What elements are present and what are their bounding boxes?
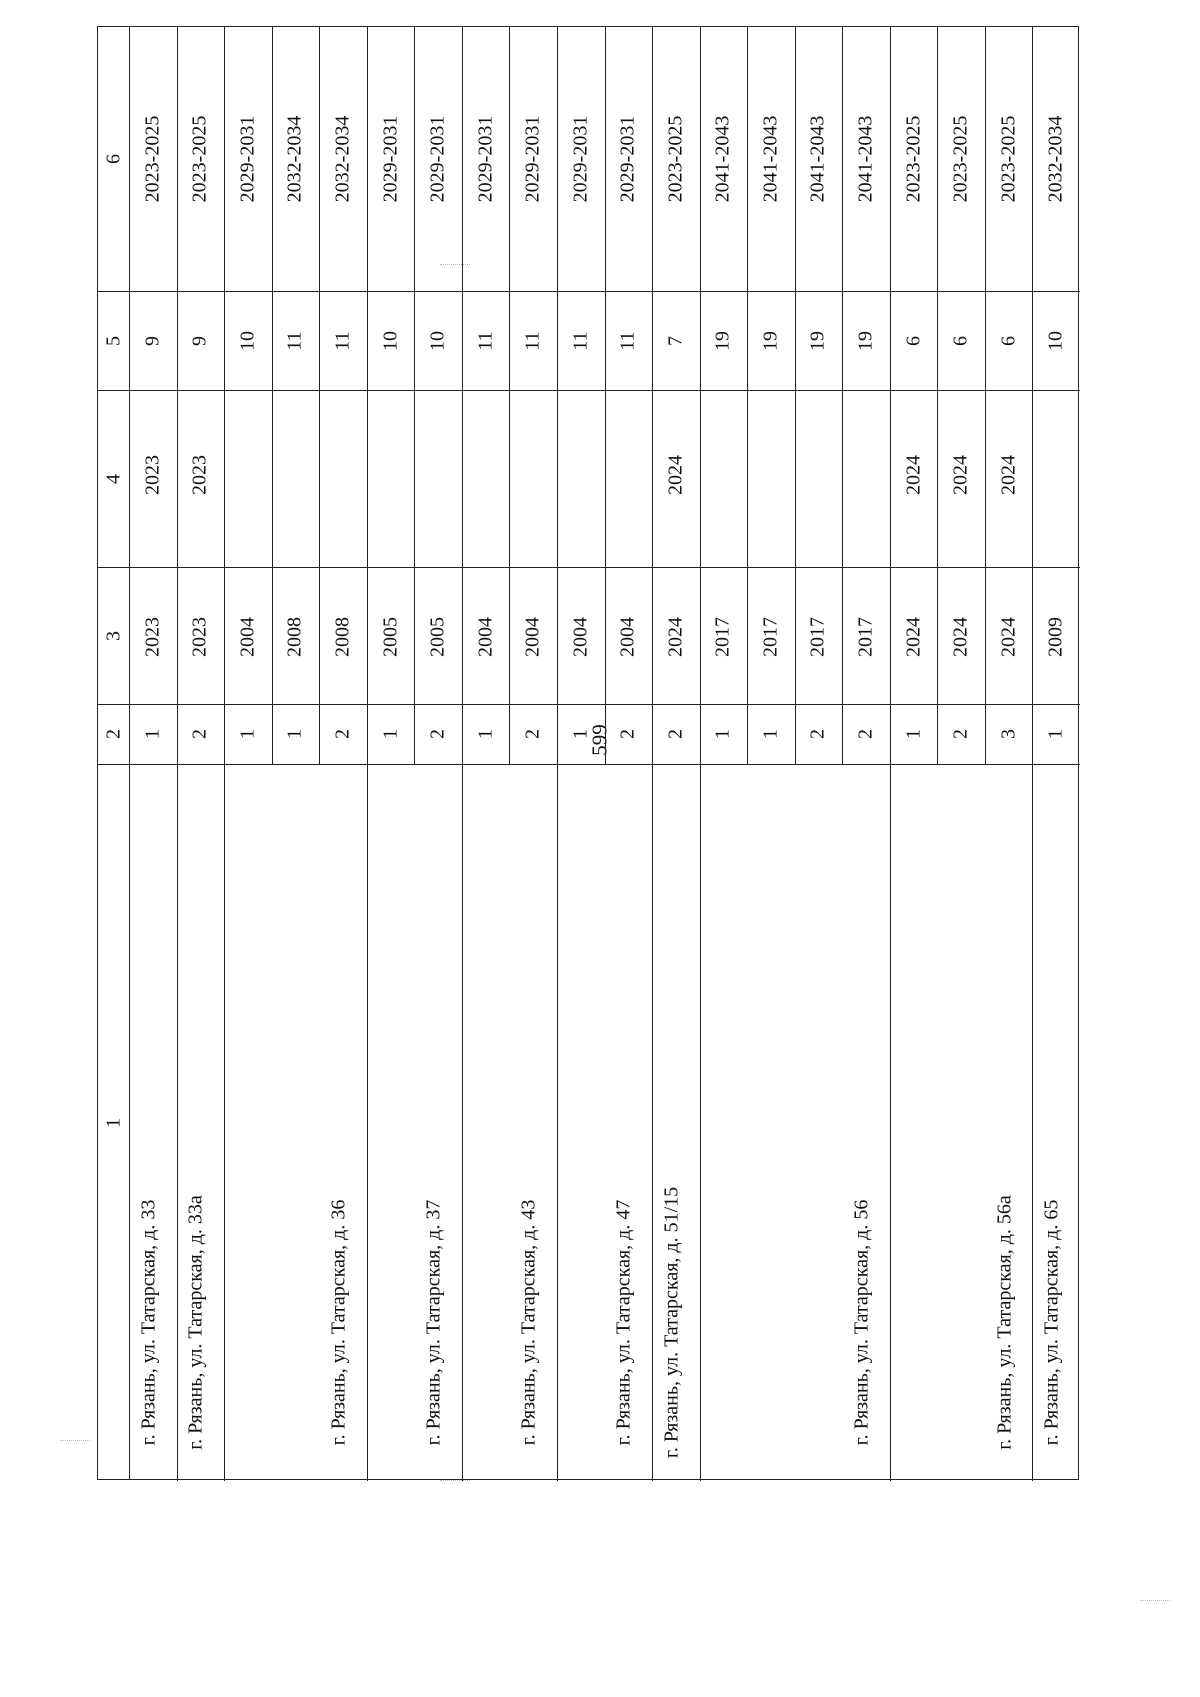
address-separator — [890, 764, 891, 1481]
column-separator — [98, 291, 1080, 292]
table-cell-c4: 2024 — [949, 455, 972, 495]
table-cell-c5: 11 — [569, 330, 592, 351]
row-separator — [795, 27, 796, 764]
address-separator — [1032, 764, 1033, 1481]
table-cell-c5: 7 — [664, 335, 687, 346]
address-separator — [177, 764, 178, 1481]
row-separator — [842, 27, 843, 764]
table-cell-c2: 2 — [664, 729, 687, 739]
scan-artifact — [440, 1480, 470, 1481]
column-separator — [98, 390, 1080, 391]
address-separator — [700, 764, 701, 1481]
table-cell-c5: 10 — [426, 330, 449, 351]
table-cell-c6: 2032-2034 — [283, 115, 306, 203]
table-cell-c6: 2029-2031 — [236, 115, 259, 203]
table-cell-c3: 2008 — [331, 617, 354, 657]
address-cell: г. Рязань, ул. Татарская, д. 36 — [327, 1199, 350, 1446]
header-separator — [129, 27, 130, 1479]
row-separator — [509, 27, 510, 764]
table-cell-c5: 11 — [474, 330, 497, 351]
table-cell-c3: 2024 — [664, 617, 687, 657]
table-cell-c2: 2 — [521, 729, 544, 739]
row-separator — [177, 27, 178, 764]
row-separator — [605, 27, 606, 764]
table-cell-c2: 2 — [806, 729, 829, 739]
table-cell-c3: 2023 — [188, 617, 211, 657]
table-cell-c3: 2024 — [997, 617, 1020, 657]
row-separator — [1032, 27, 1033, 764]
address-cell: г. Рязань, ул. Татарская, д. 51/15 — [660, 1186, 683, 1459]
address-separator — [462, 764, 463, 1481]
row-separator — [224, 27, 225, 764]
table-cell-c6: 2041-2043 — [759, 115, 782, 203]
table-cell-c6: 2023-2025 — [997, 115, 1020, 203]
column-header: 3 — [102, 630, 124, 641]
row-separator — [272, 27, 273, 764]
table-cell-c2: 2 — [331, 729, 354, 739]
table-cell-c3: 2023 — [141, 617, 164, 657]
row-separator — [367, 27, 368, 764]
column-header: 2 — [102, 729, 124, 739]
table-cell-c2: 1 — [474, 729, 497, 739]
column-header: 5 — [102, 335, 124, 346]
table-cell-c2: 1 — [283, 729, 306, 739]
table-cell-c3: 2017 — [806, 617, 829, 657]
scan-artifact — [60, 1440, 90, 1441]
table-cell-c4: 2024 — [902, 455, 925, 495]
table-cell-c5: 10 — [1044, 330, 1067, 351]
row-separator — [414, 27, 415, 764]
row-separator — [557, 27, 558, 764]
table-cell-c2: 2 — [188, 729, 211, 739]
column-separator — [98, 764, 1080, 765]
column-header: 6 — [102, 154, 124, 164]
table-cell-c5: 11 — [616, 330, 639, 351]
table-cell-c3: 2008 — [283, 617, 306, 657]
table-cell-c6: 2023-2025 — [141, 115, 164, 203]
table-cell-c5: 19 — [854, 330, 877, 351]
table-cell-c2: 1 — [569, 729, 592, 739]
table-cell-c3: 2004 — [474, 617, 497, 657]
table-cell-c5: 19 — [759, 330, 782, 351]
table-cell-c3: 2017 — [759, 617, 782, 657]
address-cell: г. Рязань, ул. Татарская, д. 47 — [612, 1199, 635, 1446]
row-separator — [700, 27, 701, 764]
table-cell-c6: 2032-2034 — [1044, 115, 1067, 203]
table-cell-c5: 11 — [283, 330, 306, 351]
table-cell-c4: 2023 — [188, 455, 211, 495]
row-separator — [319, 27, 320, 764]
table-cell-c2: 1 — [902, 729, 925, 739]
table-cell-c3: 2024 — [902, 617, 925, 657]
table-cell-c5: 19 — [711, 330, 734, 351]
table-cell-c2: 1 — [379, 729, 402, 739]
table-cell-c5: 9 — [141, 335, 164, 346]
table-cell-c2: 1 — [759, 729, 782, 739]
table-cell-c6: 2029-2031 — [426, 115, 449, 203]
scan-artifact — [440, 264, 470, 265]
table-cell-c5: 6 — [949, 335, 972, 346]
address-cell: г. Рязань, ул. Татарская, д. 56а — [993, 1195, 1016, 1450]
table-cell-c2: 2 — [854, 729, 877, 739]
table-cell-c5: 11 — [521, 330, 544, 351]
table-cell-c5: 10 — [379, 330, 402, 351]
table-cell-c5: 6 — [902, 335, 925, 346]
table-cell-c6: 2023-2025 — [949, 115, 972, 203]
address-separator — [367, 764, 368, 1481]
row-separator — [747, 27, 748, 764]
table-cell-c6: 2023-2025 — [902, 115, 925, 203]
column-header: 1 — [102, 1117, 124, 1128]
row-separator — [652, 27, 653, 764]
address-cell: г. Рязань, ул. Татарская, д. 56 — [850, 1199, 873, 1446]
table-cell-c3: 2004 — [236, 617, 259, 657]
table-cell-c3: 2005 — [426, 617, 449, 657]
table-cell-c2: 1 — [236, 729, 259, 739]
row-separator — [462, 27, 463, 764]
address-cell: г. Рязань, ул. Татарская, д. 33а — [184, 1195, 207, 1450]
table-cell-c4: 2023 — [141, 455, 164, 495]
row-separator — [985, 27, 986, 764]
address-cell: г. Рязань, ул. Татарская, д. 33 — [137, 1199, 160, 1446]
scan-artifact — [1140, 1600, 1170, 1601]
data-table — [97, 26, 1079, 1480]
address-cell: г. Рязань, ул. Татарская, д. 65 — [1040, 1199, 1063, 1446]
table-cell-c5: 19 — [806, 330, 829, 351]
table-cell-c5: 9 — [188, 335, 211, 346]
table-cell-c2: 1 — [1044, 729, 1067, 739]
table-cell-c3: 2017 — [854, 617, 877, 657]
table-cell-c6: 2041-2043 — [806, 115, 829, 203]
address-separator — [557, 764, 558, 1481]
table-cell-c2: 1 — [711, 729, 734, 739]
table-cell-c6: 2029-2031 — [521, 115, 544, 203]
table-cell-c3: 2004 — [521, 617, 544, 657]
table-cell-c3: 2017 — [711, 617, 734, 657]
table-cell-c4: 2024 — [664, 455, 687, 495]
table-cell-c5: 6 — [997, 335, 1020, 346]
table-cell-c3: 2005 — [379, 617, 402, 657]
table-cell-c6: 2032-2034 — [331, 115, 354, 203]
table-cell-c3: 2004 — [569, 617, 592, 657]
table-cell-c2: 1 — [141, 729, 164, 739]
table-cell-c4: 2024 — [997, 455, 1020, 495]
address-cell: г. Рязань, ул. Татарская, д. 37 — [422, 1199, 445, 1446]
table-cell-c5: 10 — [236, 330, 259, 351]
column-separator — [98, 567, 1080, 568]
address-cell: г. Рязань, ул. Татарская, д. 43 — [517, 1199, 540, 1446]
row-separator — [937, 27, 938, 764]
column-separator — [98, 704, 1080, 705]
table-cell-c5: 11 — [331, 330, 354, 351]
table-cell-c6: 2029-2031 — [474, 115, 497, 203]
row-separator — [890, 27, 891, 764]
table-cell-c2: 2 — [426, 729, 449, 739]
table-cell-c6: 2023-2025 — [664, 115, 687, 203]
table-cell-c6: 2029-2031 — [379, 115, 402, 203]
table-cell-c2: 2 — [949, 729, 972, 739]
page-number: 599 — [587, 724, 612, 756]
table-cell-c3: 2024 — [949, 617, 972, 657]
column-header: 4 — [102, 473, 124, 484]
address-separator — [652, 764, 653, 1481]
table-cell-c6: 2041-2043 — [711, 115, 734, 203]
table-cell-c6: 2029-2031 — [616, 115, 639, 203]
table-cell-c2: 3 — [997, 729, 1020, 739]
address-separator — [224, 764, 225, 1481]
table-cell-c6: 2041-2043 — [854, 115, 877, 203]
table-cell-c6: 2029-2031 — [569, 115, 592, 203]
table-cell-c2: 2 — [616, 729, 639, 739]
table-cell-c3: 2004 — [616, 617, 639, 657]
table-cell-c3: 2009 — [1044, 617, 1067, 657]
table-cell-c6: 2023-2025 — [188, 115, 211, 203]
